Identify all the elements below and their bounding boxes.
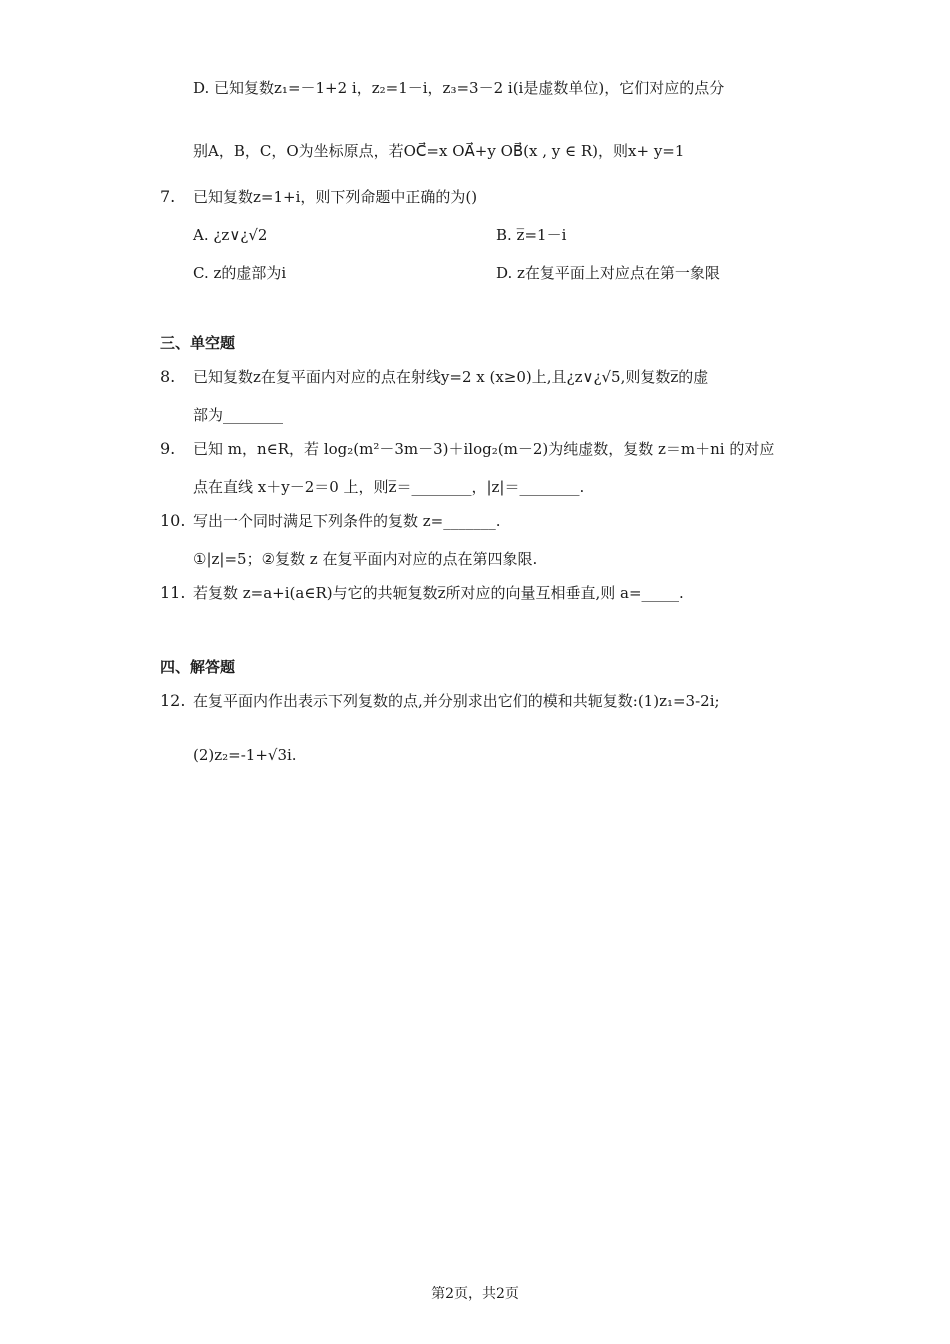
q8-line2: 部为________ <box>193 406 284 424</box>
q11-line1: 若复数 z=a+i(a∈R)与它的共轭复数z̅所对应的向量互相垂直,则 a=_____. <box>193 584 684 602</box>
q7-stem: 已知复数z=1+i，则下列命题中正确的为() <box>193 188 478 206</box>
q7-option-d: D. z在复平面上对应点在第一象限 <box>496 264 720 282</box>
q10-line2: ①|z|=5；②复数 z 在复平面内对应的点在第四象限. <box>193 550 538 568</box>
q7-option-c: C. z的虚部为i <box>193 264 287 282</box>
q7-option-a: A. ¿z∨¿√2 <box>193 226 268 244</box>
q10-number: 10. <box>160 511 186 530</box>
q6-option-d-line2: 别A，B，C，O为坐标原点，若OC⃗=x OA⃗+y OB⃗(x , y ∈ R)，则x+ y=1 <box>193 142 685 160</box>
q11-number: 11. <box>160 583 186 602</box>
q9-line1: 已知 m，n∈R，若 log₂(m²－3m－3)＋ilog₂(m－2)为纯虚数，复数 z＝m＋ni 的对应 <box>193 440 775 458</box>
q7-number: 7. <box>160 187 176 206</box>
section-3-heading: 三、单空题 <box>160 334 236 352</box>
q12-line1: 在复平面内作出表示下列复数的点,并分别求出它们的模和共轭复数:(1)z₁=3-2i; <box>193 692 720 710</box>
q8-number: 8. <box>160 367 176 386</box>
q12-line2: (2)z₂=-1+√3i. <box>193 746 297 764</box>
q7-option-b: B. z̅=1－i <box>496 226 567 244</box>
q6-option-d-line1: D. 已知复数z₁=－1+2 i，z₂=1－i，z₃=3－2 i(i是虚数单位)，它们对应的点分 <box>193 79 725 97</box>
q9-number: 9. <box>160 439 176 458</box>
section-4-heading: 四、解答题 <box>160 658 236 676</box>
q8-line1: 已知复数z在复平面内对应的点在射线y=2 x (x≥0)上,且¿z∨¿√5,则复数z̅的虚 <box>193 368 709 386</box>
q9-line2: 点在直线 x＋y－2＝0 上，则z̅＝________，|z|＝________. <box>193 478 585 496</box>
q10-line1: 写出一个同时满足下列条件的复数 z=_______. <box>193 512 501 530</box>
q12-number: 12. <box>160 691 186 710</box>
page-footer: 第2页，共2页 <box>431 1286 519 1302</box>
